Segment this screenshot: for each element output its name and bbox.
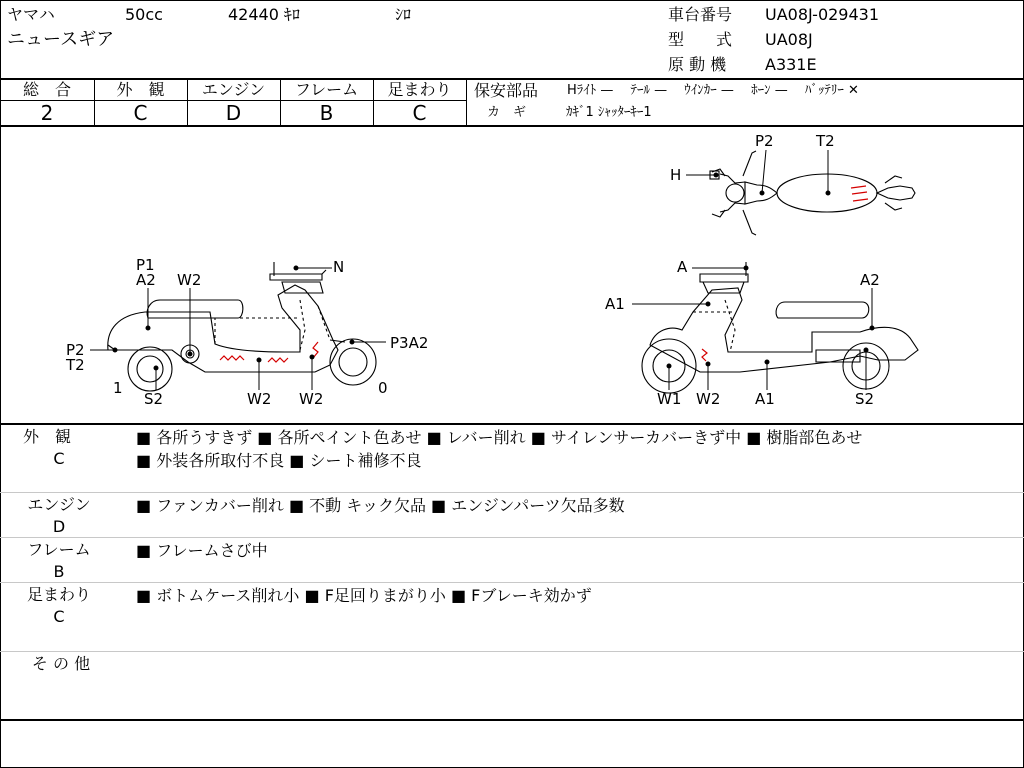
label-left-w2c: W2 — [299, 390, 324, 408]
label-left-p2: P2 — [66, 341, 85, 359]
frame-no: UA08J-029431 — [765, 5, 880, 24]
section-suspension-items — [136, 584, 592, 607]
grade-exterior-label: 外 観 — [116, 80, 165, 99]
grade-suspension-value: C — [412, 101, 427, 125]
grade-engine-value: D — [225, 101, 242, 125]
grade-total-value: 2 — [40, 101, 54, 125]
label-left-1: 1 — [113, 379, 123, 397]
section-frame-grade: B — [53, 562, 65, 581]
divider — [0, 651, 1024, 652]
section-suspension-name: 足まわり — [26, 585, 91, 604]
label-left-a2: A2 — [136, 271, 156, 289]
grade-engine-label: エンジン — [201, 80, 266, 99]
section-engine-name: エンジン — [27, 495, 91, 514]
type-label: 型 式 — [668, 30, 733, 49]
divider — [0, 492, 1024, 493]
key-value: ｶｷﾞ1 ｼｬｯﾀｰｷｰ1 — [566, 105, 652, 120]
section-suspension-grade: C — [53, 607, 65, 626]
grade-frame-label: フレーム — [294, 80, 359, 99]
label-left-p1: P1 — [136, 256, 155, 274]
label-left-w2b: W2 — [247, 390, 272, 408]
label-right-w1: W1 — [657, 390, 682, 408]
model-name: ニュースギア — [7, 29, 115, 50]
section-engine-grade: D — [52, 517, 66, 536]
label-right-a: A — [677, 258, 688, 276]
section-frame-items — [136, 539, 268, 562]
section-engine-line: ■ ファンカバー削れ ■ 不動 キック欠品 ■ エンジンパーツ欠品多数 — [136, 496, 625, 515]
label-left-w2: W2 — [177, 271, 202, 289]
grade-suspension-label: 足まわり — [387, 80, 452, 99]
section-exterior-items — [136, 426, 862, 472]
label-right-s2: S2 — [855, 390, 875, 408]
section-frame-name: フレーム — [27, 540, 91, 559]
label-right-a2: A2 — [860, 271, 880, 289]
engine-value: A331E — [765, 55, 817, 74]
label-left-0: 0 — [378, 379, 388, 397]
engine-label: 原 動 機 — [668, 55, 727, 74]
divider — [0, 423, 1024, 425]
section-engine-items — [136, 494, 625, 517]
frame-no-label: 車台番号 — [668, 5, 733, 24]
maker: ヤマハ — [7, 5, 55, 24]
label-left-n: N — [333, 258, 345, 276]
label-left-p3a2: P3A2 — [390, 334, 429, 352]
leaders — [90, 150, 874, 390]
grade-exterior-value: C — [133, 101, 148, 125]
key-label: カ ギ — [487, 105, 527, 120]
label-right-w2: W2 — [696, 390, 721, 408]
grade-total-label: 総 合 — [22, 80, 71, 99]
divider — [0, 719, 1024, 721]
type-value: UA08J — [765, 30, 813, 49]
safety-items: Hﾗｲﾄ — ﾃｰﾙ — ｳｲﾝｶｰ — ﾎｰﾝ — ﾊﾞｯﾃﾘｰ ✕ — [567, 83, 859, 98]
section-exterior-grade: C — [53, 449, 65, 468]
grade-frame-value: B — [319, 101, 334, 125]
label-left-t2: T2 — [66, 356, 85, 374]
label-right-a1: A1 — [605, 295, 625, 313]
divider — [0, 537, 1024, 538]
section-frame-line: ■ フレームさび中 — [136, 541, 268, 560]
section-exterior-line: ■ 各所うすきず ■ 各所ペイント色あせ ■ レバー削れ ■ サイレンサーカバーきず中 ■ 樹脂部色あせ — [136, 428, 863, 447]
damage-diagram — [0, 126, 1024, 424]
safety-label: 保安部品 — [474, 81, 539, 100]
top-view-scooter — [710, 151, 915, 235]
divider — [0, 582, 1024, 583]
section-exterior-name: 外 観 — [22, 427, 71, 446]
label-top-t2: T2 — [816, 132, 835, 150]
label-right-a1b: A1 — [755, 390, 775, 408]
section-exterior-line: ■ 外装各所取付不良 ■ シート補修不良 — [136, 451, 422, 470]
mileage: 42440 ｷﾛ — [228, 5, 300, 24]
color: ｼﾛ — [395, 5, 412, 24]
label-left-s2: S2 — [144, 390, 164, 408]
section-suspension-line: ■ ボトムケース削れ小 ■ F足回りまがり小 ■ Fブレーキ効かず — [136, 586, 592, 605]
section-other-name: そ の 他 — [31, 654, 91, 673]
displacement: 50cc — [125, 5, 163, 24]
label-top-p2: P2 — [755, 132, 774, 150]
label-top-h: H — [670, 166, 682, 184]
